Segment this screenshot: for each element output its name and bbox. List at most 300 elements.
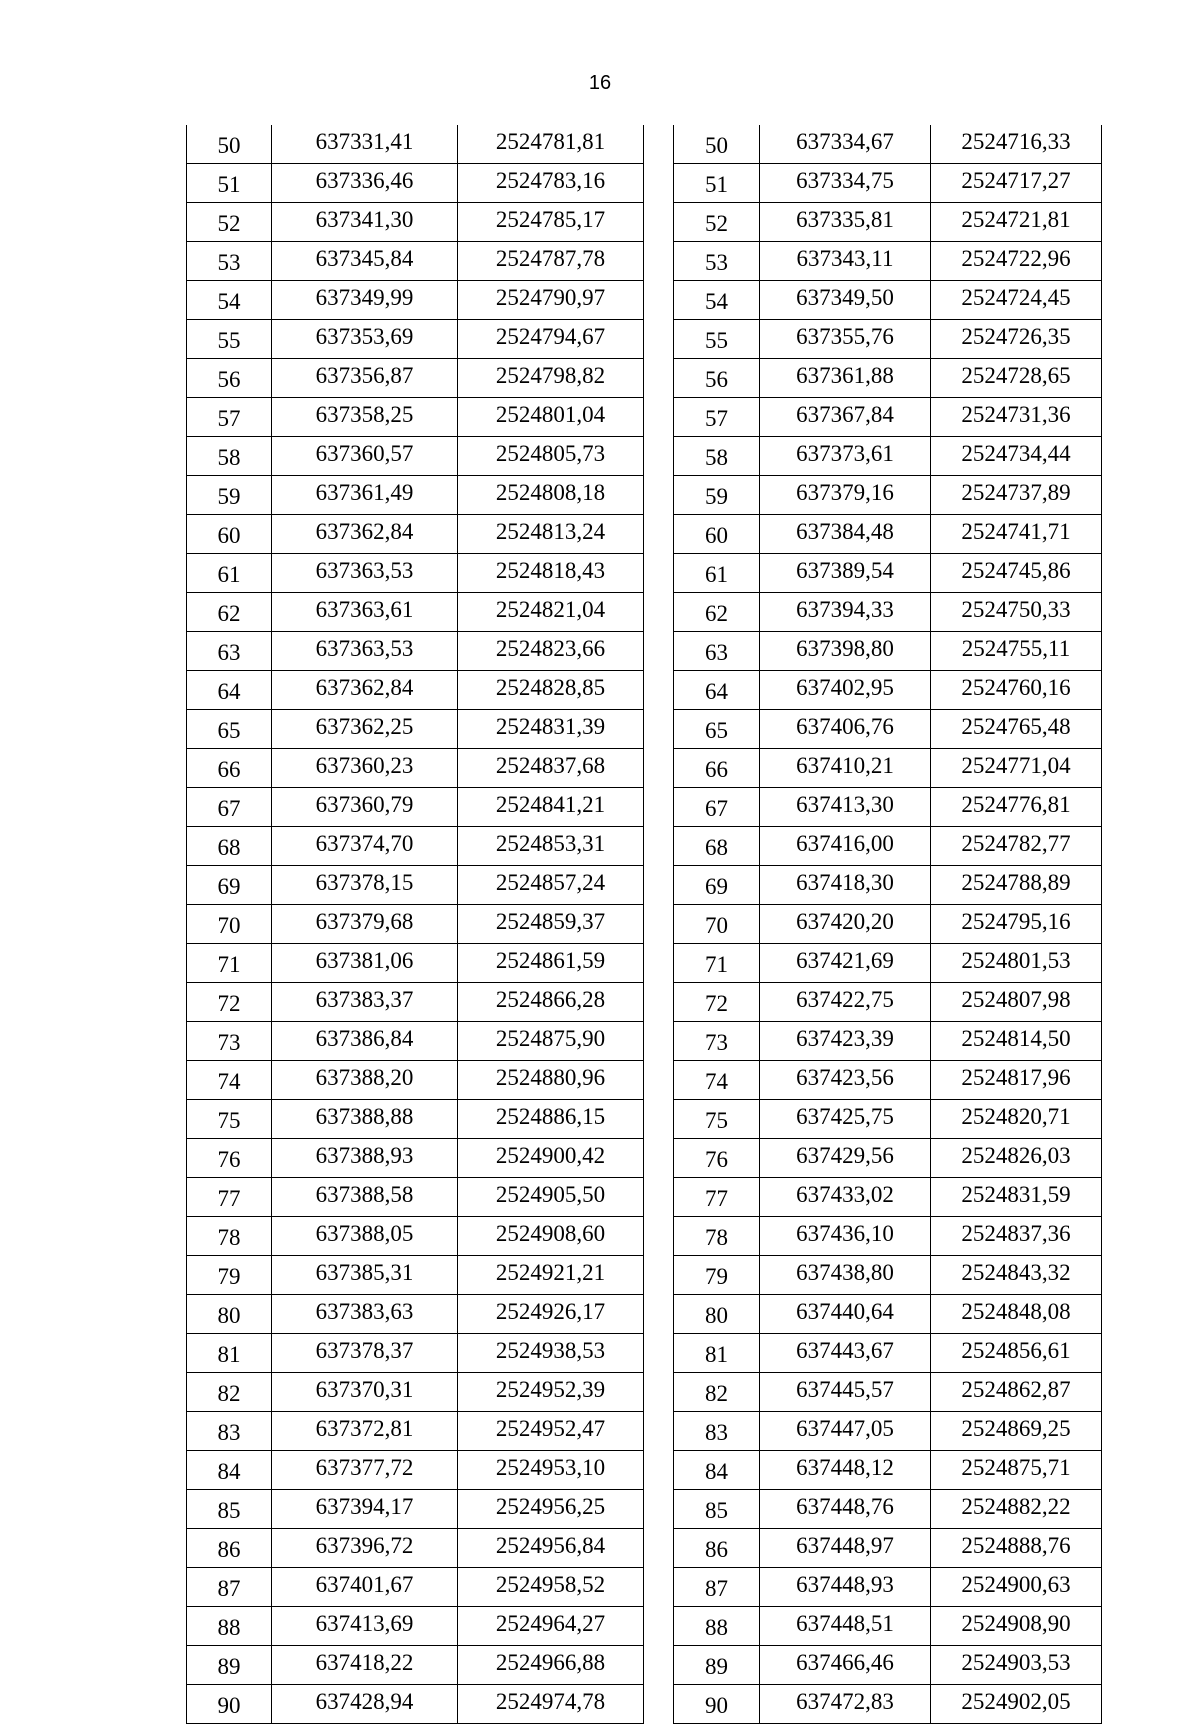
- point-number-cell: 61: [674, 554, 760, 593]
- point-number-cell: 56: [187, 359, 272, 398]
- point-number-cell: 66: [674, 749, 760, 788]
- table-row: [187, 632, 644, 671]
- point-number-cell: 66: [187, 749, 272, 788]
- y-coordinate-cell: 2524888,76: [931, 1529, 1102, 1568]
- table-row: [187, 671, 644, 710]
- y-coordinate-cell: 2524831,39: [458, 710, 644, 749]
- x-coordinate-cell: 637420,20: [760, 905, 931, 944]
- point-number-cell: 78: [187, 1217, 272, 1256]
- point-number-cell: 65: [674, 710, 760, 749]
- x-coordinate-cell: 637383,37: [272, 983, 458, 1022]
- point-number-cell: 86: [187, 1529, 272, 1568]
- x-coordinate-cell: 637448,76: [760, 1490, 931, 1529]
- y-coordinate-cell: 2524848,08: [931, 1295, 1102, 1334]
- y-coordinate-cell: 2524722,96: [931, 242, 1102, 281]
- y-coordinate-cell: 2524938,53: [458, 1334, 644, 1373]
- table-row: [187, 710, 644, 749]
- point-number-cell: 76: [187, 1139, 272, 1178]
- table-row: [187, 788, 644, 827]
- y-coordinate-cell: 2524903,53: [931, 1646, 1102, 1685]
- point-number-cell: 81: [674, 1334, 760, 1373]
- table-row: [674, 1217, 1102, 1256]
- y-coordinate-cell: 2524726,35: [931, 320, 1102, 359]
- y-coordinate-cell: 2524785,17: [458, 203, 644, 242]
- table-row: [187, 203, 644, 242]
- y-coordinate-cell: 2524782,77: [931, 827, 1102, 866]
- point-number-cell: 62: [187, 593, 272, 632]
- x-coordinate-cell: 637370,31: [272, 1373, 458, 1412]
- x-coordinate-cell: 637356,87: [272, 359, 458, 398]
- x-coordinate-cell: 637421,69: [760, 944, 931, 983]
- point-number-cell: 84: [674, 1451, 760, 1490]
- y-coordinate-cell: 2524788,89: [931, 866, 1102, 905]
- table-row: [187, 1334, 644, 1373]
- y-coordinate-cell: 2524745,86: [931, 554, 1102, 593]
- x-coordinate-cell: 637394,33: [760, 593, 931, 632]
- table-row: [187, 281, 644, 320]
- x-coordinate-cell: 637374,70: [272, 827, 458, 866]
- y-coordinate-cell: 2524781,81: [458, 125, 644, 164]
- point-number-cell: 58: [674, 437, 760, 476]
- x-coordinate-cell: 637422,75: [760, 983, 931, 1022]
- y-coordinate-cell: 2524875,90: [458, 1022, 644, 1061]
- y-coordinate-cell: 2524908,60: [458, 1217, 644, 1256]
- x-coordinate-cell: 637358,25: [272, 398, 458, 437]
- point-number-cell: 68: [674, 827, 760, 866]
- x-coordinate-cell: 637428,94: [272, 1685, 458, 1724]
- y-coordinate-cell: 2524807,98: [931, 983, 1102, 1022]
- x-coordinate-cell: 637388,93: [272, 1139, 458, 1178]
- y-coordinate-cell: 2524741,71: [931, 515, 1102, 554]
- table-row: [674, 320, 1102, 359]
- y-coordinate-cell: 2524737,89: [931, 476, 1102, 515]
- y-coordinate-cell: 2524787,78: [458, 242, 644, 281]
- table-row: [187, 1295, 644, 1334]
- table-row: [187, 1451, 644, 1490]
- point-number-cell: 88: [674, 1607, 760, 1646]
- x-coordinate-cell: 637343,11: [760, 242, 931, 281]
- x-coordinate-cell: 637425,75: [760, 1100, 931, 1139]
- point-number-cell: 76: [674, 1139, 760, 1178]
- y-coordinate-cell: 2524837,68: [458, 749, 644, 788]
- point-number-cell: 65: [187, 710, 272, 749]
- table-row: [187, 866, 644, 905]
- y-coordinate-cell: 2524801,04: [458, 398, 644, 437]
- coordinates-table-left: [186, 125, 644, 1724]
- table-row: [187, 398, 644, 437]
- x-coordinate-cell: 637373,61: [760, 437, 931, 476]
- table-row: [674, 398, 1102, 437]
- point-number-cell: 79: [187, 1256, 272, 1295]
- y-coordinate-cell: 2524837,36: [931, 1217, 1102, 1256]
- y-coordinate-cell: 2524820,71: [931, 1100, 1102, 1139]
- table-row: [674, 1256, 1102, 1295]
- x-coordinate-cell: 637362,84: [272, 515, 458, 554]
- point-number-cell: 59: [187, 476, 272, 515]
- table-row: [187, 1022, 644, 1061]
- point-number-cell: 74: [187, 1061, 272, 1100]
- table-row: [187, 437, 644, 476]
- table-row: [187, 1607, 644, 1646]
- table-row: [674, 1451, 1102, 1490]
- table-row: [674, 1100, 1102, 1139]
- table-row: [674, 749, 1102, 788]
- y-coordinate-cell: 2524801,53: [931, 944, 1102, 983]
- point-number-cell: 77: [187, 1178, 272, 1217]
- x-coordinate-cell: 637410,21: [760, 749, 931, 788]
- table-row: [187, 242, 644, 281]
- point-number-cell: 54: [187, 281, 272, 320]
- point-number-cell: 53: [187, 242, 272, 281]
- y-coordinate-cell: 2524974,78: [458, 1685, 644, 1724]
- y-coordinate-cell: 2524808,18: [458, 476, 644, 515]
- table-row: [187, 320, 644, 359]
- y-coordinate-cell: 2524828,85: [458, 671, 644, 710]
- x-coordinate-cell: 637448,51: [760, 1607, 931, 1646]
- x-coordinate-cell: 637389,54: [760, 554, 931, 593]
- point-number-cell: 51: [187, 164, 272, 203]
- table-row: [674, 866, 1102, 905]
- y-coordinate-cell: 2524866,28: [458, 983, 644, 1022]
- table-row: [187, 1178, 644, 1217]
- point-number-cell: 83: [187, 1412, 272, 1451]
- y-coordinate-cell: 2524783,16: [458, 164, 644, 203]
- x-coordinate-cell: 637334,67: [760, 125, 931, 164]
- y-coordinate-cell: 2524908,90: [931, 1607, 1102, 1646]
- point-number-cell: 82: [674, 1373, 760, 1412]
- x-coordinate-cell: 637361,49: [272, 476, 458, 515]
- table-row: [187, 1061, 644, 1100]
- y-coordinate-cell: 2524795,16: [931, 905, 1102, 944]
- x-coordinate-cell: 637385,31: [272, 1256, 458, 1295]
- x-coordinate-cell: 637360,23: [272, 749, 458, 788]
- x-coordinate-cell: 637379,16: [760, 476, 931, 515]
- point-number-cell: 84: [187, 1451, 272, 1490]
- y-coordinate-cell: 2524958,52: [458, 1568, 644, 1607]
- x-coordinate-cell: 637472,83: [760, 1685, 931, 1724]
- table-row: [674, 1685, 1102, 1724]
- point-number-cell: 70: [187, 905, 272, 944]
- table-row: [674, 1334, 1102, 1373]
- table-row: [187, 749, 644, 788]
- point-number-cell: 90: [674, 1685, 760, 1724]
- table-row: [674, 1022, 1102, 1061]
- point-number-cell: 55: [187, 320, 272, 359]
- y-coordinate-cell: 2524843,32: [931, 1256, 1102, 1295]
- table-row: [187, 1568, 644, 1607]
- table-row: [674, 437, 1102, 476]
- x-coordinate-cell: 637367,84: [760, 398, 931, 437]
- x-coordinate-cell: 637440,64: [760, 1295, 931, 1334]
- y-coordinate-cell: 2524861,59: [458, 944, 644, 983]
- x-coordinate-cell: 637379,68: [272, 905, 458, 944]
- table-row: [674, 1529, 1102, 1568]
- table-row: [187, 125, 644, 164]
- y-coordinate-cell: 2524882,22: [931, 1490, 1102, 1529]
- y-coordinate-cell: 2524755,11: [931, 632, 1102, 671]
- y-coordinate-cell: 2524902,05: [931, 1685, 1102, 1724]
- x-coordinate-cell: 637443,67: [760, 1334, 931, 1373]
- y-coordinate-cell: 2524794,67: [458, 320, 644, 359]
- point-number-cell: 74: [674, 1061, 760, 1100]
- x-coordinate-cell: 637394,17: [272, 1490, 458, 1529]
- x-coordinate-cell: 637383,63: [272, 1295, 458, 1334]
- x-coordinate-cell: 637378,37: [272, 1334, 458, 1373]
- table-row: [187, 905, 644, 944]
- table-row: [674, 671, 1102, 710]
- y-coordinate-cell: 2524905,50: [458, 1178, 644, 1217]
- table-row: [674, 1607, 1102, 1646]
- point-number-cell: 69: [674, 866, 760, 905]
- y-coordinate-cell: 2524859,37: [458, 905, 644, 944]
- point-number-cell: 59: [674, 476, 760, 515]
- x-coordinate-cell: 637413,30: [760, 788, 931, 827]
- point-number-cell: 57: [674, 398, 760, 437]
- x-coordinate-cell: 637349,50: [760, 281, 931, 320]
- table-row: [187, 476, 644, 515]
- y-coordinate-cell: 2524826,03: [931, 1139, 1102, 1178]
- point-number-cell: 80: [187, 1295, 272, 1334]
- y-coordinate-cell: 2524817,96: [931, 1061, 1102, 1100]
- point-number-cell: 64: [674, 671, 760, 710]
- point-number-cell: 60: [187, 515, 272, 554]
- x-coordinate-cell: 637413,69: [272, 1607, 458, 1646]
- point-number-cell: 87: [187, 1568, 272, 1607]
- x-coordinate-cell: 637360,79: [272, 788, 458, 827]
- point-number-cell: 86: [674, 1529, 760, 1568]
- x-coordinate-cell: 637445,57: [760, 1373, 931, 1412]
- x-coordinate-cell: 637433,02: [760, 1178, 931, 1217]
- table-row: [187, 359, 644, 398]
- point-number-cell: 77: [674, 1178, 760, 1217]
- table-row: [674, 1412, 1102, 1451]
- table-row: [187, 1412, 644, 1451]
- point-number-cell: 60: [674, 515, 760, 554]
- x-coordinate-cell: 637436,10: [760, 1217, 931, 1256]
- y-coordinate-cell: 2524886,15: [458, 1100, 644, 1139]
- x-coordinate-cell: 637416,00: [760, 827, 931, 866]
- table-row: [674, 1061, 1102, 1100]
- table-row: [187, 1490, 644, 1529]
- point-number-cell: 67: [674, 788, 760, 827]
- y-coordinate-cell: 2524841,21: [458, 788, 644, 827]
- y-coordinate-cell: 2524734,44: [931, 437, 1102, 476]
- y-coordinate-cell: 2524862,87: [931, 1373, 1102, 1412]
- table-row: [674, 125, 1102, 164]
- x-coordinate-cell: 637388,88: [272, 1100, 458, 1139]
- table-row: [187, 515, 644, 554]
- y-coordinate-cell: 2524856,61: [931, 1334, 1102, 1373]
- x-coordinate-cell: 637353,69: [272, 320, 458, 359]
- table-row: [187, 164, 644, 203]
- table-row: [674, 1373, 1102, 1412]
- point-number-cell: 75: [674, 1100, 760, 1139]
- x-coordinate-cell: 637362,84: [272, 671, 458, 710]
- x-coordinate-cell: 637438,80: [760, 1256, 931, 1295]
- table-row: [187, 1646, 644, 1685]
- y-coordinate-cell: 2524853,31: [458, 827, 644, 866]
- x-coordinate-cell: 637401,67: [272, 1568, 458, 1607]
- table-row: [187, 827, 644, 866]
- point-number-cell: 56: [674, 359, 760, 398]
- point-number-cell: 58: [187, 437, 272, 476]
- y-coordinate-cell: 2524716,33: [931, 125, 1102, 164]
- y-coordinate-cell: 2524926,17: [458, 1295, 644, 1334]
- table-row: [187, 554, 644, 593]
- point-number-cell: 82: [187, 1373, 272, 1412]
- y-coordinate-cell: 2524760,16: [931, 671, 1102, 710]
- table-row: [674, 1178, 1102, 1217]
- x-coordinate-cell: 637418,30: [760, 866, 931, 905]
- table-row: [674, 944, 1102, 983]
- point-number-cell: 63: [187, 632, 272, 671]
- table-row: [674, 554, 1102, 593]
- point-number-cell: 61: [187, 554, 272, 593]
- point-number-cell: 71: [187, 944, 272, 983]
- point-number-cell: 51: [674, 164, 760, 203]
- point-number-cell: 83: [674, 1412, 760, 1451]
- x-coordinate-cell: 637388,05: [272, 1217, 458, 1256]
- point-number-cell: 79: [674, 1256, 760, 1295]
- y-coordinate-cell: 2524869,25: [931, 1412, 1102, 1451]
- table-row: [674, 1295, 1102, 1334]
- table-row: [187, 593, 644, 632]
- point-number-cell: 50: [187, 125, 272, 164]
- y-coordinate-cell: 2524953,10: [458, 1451, 644, 1490]
- x-coordinate-cell: 637372,81: [272, 1412, 458, 1451]
- point-number-cell: 71: [674, 944, 760, 983]
- y-coordinate-cell: 2524798,82: [458, 359, 644, 398]
- point-number-cell: 67: [187, 788, 272, 827]
- y-coordinate-cell: 2524823,66: [458, 632, 644, 671]
- point-number-cell: 72: [674, 983, 760, 1022]
- table-row: [187, 944, 644, 983]
- table-row: [674, 164, 1102, 203]
- x-coordinate-cell: 637331,41: [272, 125, 458, 164]
- y-coordinate-cell: 2524880,96: [458, 1061, 644, 1100]
- point-number-cell: 57: [187, 398, 272, 437]
- x-coordinate-cell: 637466,46: [760, 1646, 931, 1685]
- x-coordinate-cell: 637334,75: [760, 164, 931, 203]
- x-coordinate-cell: 637447,05: [760, 1412, 931, 1451]
- y-coordinate-cell: 2524821,04: [458, 593, 644, 632]
- point-number-cell: 80: [674, 1295, 760, 1334]
- x-coordinate-cell: 637396,72: [272, 1529, 458, 1568]
- y-coordinate-cell: 2524765,48: [931, 710, 1102, 749]
- table-row: [187, 983, 644, 1022]
- table-row: [187, 1373, 644, 1412]
- x-coordinate-cell: 637363,53: [272, 632, 458, 671]
- table-row: [674, 515, 1102, 554]
- point-number-cell: 89: [674, 1646, 760, 1685]
- point-number-cell: 69: [187, 866, 272, 905]
- x-coordinate-cell: 637448,93: [760, 1568, 931, 1607]
- y-coordinate-cell: 2524790,97: [458, 281, 644, 320]
- point-number-cell: 90: [187, 1685, 272, 1724]
- table-row: [674, 983, 1102, 1022]
- x-coordinate-cell: 637355,76: [760, 320, 931, 359]
- table-row: [674, 359, 1102, 398]
- point-number-cell: 87: [674, 1568, 760, 1607]
- point-number-cell: 72: [187, 983, 272, 1022]
- y-coordinate-cell: 2524857,24: [458, 866, 644, 905]
- y-coordinate-cell: 2524952,47: [458, 1412, 644, 1451]
- y-coordinate-cell: 2524721,81: [931, 203, 1102, 242]
- table-row: [674, 476, 1102, 515]
- point-number-cell: 85: [187, 1490, 272, 1529]
- y-coordinate-cell: 2524724,45: [931, 281, 1102, 320]
- y-coordinate-cell: 2524952,39: [458, 1373, 644, 1412]
- point-number-cell: 81: [187, 1334, 272, 1373]
- page-number: 16: [588, 72, 612, 94]
- x-coordinate-cell: 637362,25: [272, 710, 458, 749]
- table-row: [674, 710, 1102, 749]
- point-number-cell: 73: [674, 1022, 760, 1061]
- x-coordinate-cell: 637381,06: [272, 944, 458, 983]
- table-row: [674, 1646, 1102, 1685]
- table-row: [674, 1490, 1102, 1529]
- y-coordinate-cell: 2524956,84: [458, 1529, 644, 1568]
- point-number-cell: 55: [674, 320, 760, 359]
- y-coordinate-cell: 2524717,27: [931, 164, 1102, 203]
- y-coordinate-cell: 2524771,04: [931, 749, 1102, 788]
- point-number-cell: 64: [187, 671, 272, 710]
- x-coordinate-cell: 637398,80: [760, 632, 931, 671]
- y-coordinate-cell: 2524805,73: [458, 437, 644, 476]
- point-number-cell: 88: [187, 1607, 272, 1646]
- x-coordinate-cell: 637377,72: [272, 1451, 458, 1490]
- point-number-cell: 89: [187, 1646, 272, 1685]
- x-coordinate-cell: 637386,84: [272, 1022, 458, 1061]
- table-body: [674, 125, 1102, 1724]
- y-coordinate-cell: 2524731,36: [931, 398, 1102, 437]
- y-coordinate-cell: 2524956,25: [458, 1490, 644, 1529]
- table-row: [674, 1568, 1102, 1607]
- x-coordinate-cell: 637406,76: [760, 710, 931, 749]
- table-row: [187, 1256, 644, 1295]
- point-number-cell: 53: [674, 242, 760, 281]
- y-coordinate-cell: 2524966,88: [458, 1646, 644, 1685]
- x-coordinate-cell: 637361,88: [760, 359, 931, 398]
- table-body: [187, 125, 644, 1724]
- table-row: [674, 203, 1102, 242]
- point-number-cell: 75: [187, 1100, 272, 1139]
- x-coordinate-cell: 637336,46: [272, 164, 458, 203]
- x-coordinate-cell: 637429,56: [760, 1139, 931, 1178]
- y-coordinate-cell: 2524900,63: [931, 1568, 1102, 1607]
- x-coordinate-cell: 637363,53: [272, 554, 458, 593]
- x-coordinate-cell: 637345,84: [272, 242, 458, 281]
- x-coordinate-cell: 637448,12: [760, 1451, 931, 1490]
- table-row: [187, 1139, 644, 1178]
- point-number-cell: 54: [674, 281, 760, 320]
- point-number-cell: 52: [674, 203, 760, 242]
- x-coordinate-cell: 637335,81: [760, 203, 931, 242]
- table-row: [674, 1139, 1102, 1178]
- table-row: [674, 788, 1102, 827]
- point-number-cell: 68: [187, 827, 272, 866]
- x-coordinate-cell: 637423,56: [760, 1061, 931, 1100]
- table-row: [187, 1529, 644, 1568]
- x-coordinate-cell: 637388,20: [272, 1061, 458, 1100]
- y-coordinate-cell: 2524875,71: [931, 1451, 1102, 1490]
- x-coordinate-cell: 637384,48: [760, 515, 931, 554]
- x-coordinate-cell: 637448,97: [760, 1529, 931, 1568]
- point-number-cell: 78: [674, 1217, 760, 1256]
- y-coordinate-cell: 2524900,42: [458, 1139, 644, 1178]
- point-number-cell: 62: [674, 593, 760, 632]
- y-coordinate-cell: 2524818,43: [458, 554, 644, 593]
